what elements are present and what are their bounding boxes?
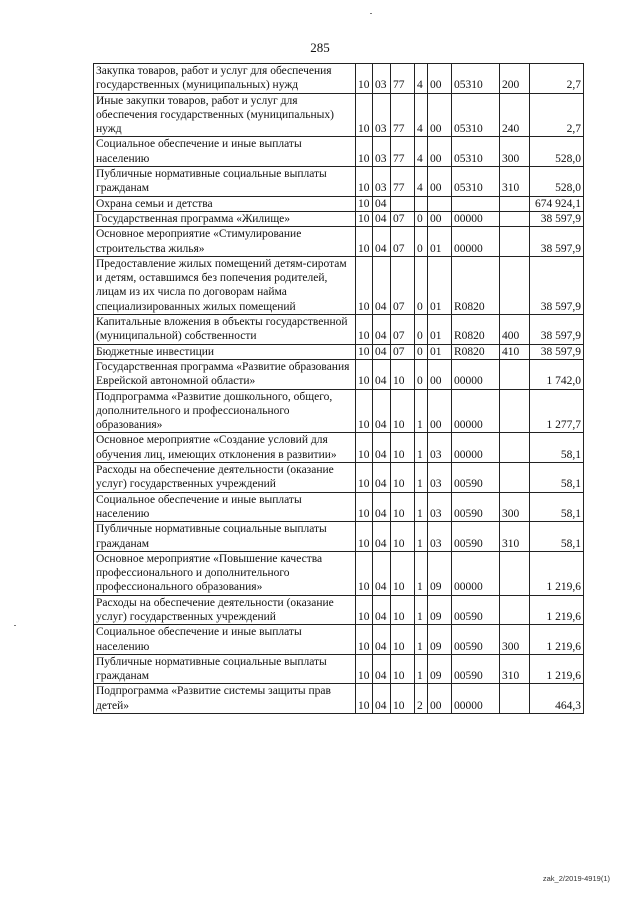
- subsection-code: 04: [373, 551, 391, 595]
- direction-code: 00590: [452, 625, 500, 655]
- subprogram-code: 0: [415, 227, 428, 257]
- amount: 58,1: [530, 463, 584, 493]
- subsection-code: 04: [373, 463, 391, 493]
- expense-type-code: [500, 463, 530, 493]
- subsection-code: 04: [373, 196, 391, 211]
- direction-code: 00590: [452, 492, 500, 522]
- expense-type-code: 240: [500, 93, 530, 137]
- amount: 528,0: [530, 167, 584, 197]
- direction-code: 00000: [452, 433, 500, 463]
- section-code: 10: [356, 93, 373, 137]
- program-code: 10: [391, 595, 415, 625]
- program-code: 10: [391, 433, 415, 463]
- document-reference: zak_2/2019-4919(1): [542, 874, 610, 883]
- subsection-code: 04: [373, 684, 391, 714]
- measure-code: 09: [428, 551, 452, 595]
- table-row: [94, 595, 584, 625]
- expense-type-code: 300: [500, 492, 530, 522]
- program-code: 10: [391, 654, 415, 684]
- expense-type-code: [500, 359, 530, 389]
- subsection-code: 04: [373, 625, 391, 655]
- expense-type-code: 300: [500, 137, 530, 167]
- program-code: [391, 196, 415, 211]
- subprogram-code: 1: [415, 522, 428, 552]
- table-row: [94, 654, 584, 684]
- budget-table-body: [94, 64, 584, 714]
- subprogram-code: 1: [415, 625, 428, 655]
- table-row: [94, 433, 584, 463]
- row-name: Капитальные вложения в объекты государственной (муниципальной) собственности: [94, 315, 356, 345]
- subprogram-code: 1: [415, 492, 428, 522]
- program-code: 07: [391, 227, 415, 257]
- subsection-code: 04: [373, 227, 391, 257]
- subsection-code: 04: [373, 359, 391, 389]
- amount: 1 219,6: [530, 551, 584, 595]
- subsection-code: 04: [373, 211, 391, 226]
- measure-code: 03: [428, 433, 452, 463]
- section-code: 10: [356, 433, 373, 463]
- row-name: Закупка товаров, работ и услуг для обеспечения государственных (муниципальных) нужд: [94, 64, 356, 94]
- subprogram-code: 0: [415, 359, 428, 389]
- measure-code: 00: [428, 167, 452, 197]
- measure-code: 03: [428, 492, 452, 522]
- subsection-code: 04: [373, 315, 391, 345]
- subprogram-code: 0: [415, 256, 428, 314]
- amount: 2,7: [530, 93, 584, 137]
- section-code: 10: [356, 359, 373, 389]
- expense-type-code: 310: [500, 654, 530, 684]
- expense-type-code: [500, 684, 530, 714]
- expense-type-code: [500, 196, 530, 211]
- amount: 38 597,9: [530, 211, 584, 226]
- measure-code: 03: [428, 463, 452, 493]
- subprogram-code: 1: [415, 551, 428, 595]
- direction-code: [452, 196, 500, 211]
- section-code: 10: [356, 625, 373, 655]
- measure-code: 00: [428, 93, 452, 137]
- direction-code: 00590: [452, 522, 500, 552]
- program-code: 10: [391, 625, 415, 655]
- row-name: Государственная программа «Развитие образования Еврейской автономной области»: [94, 359, 356, 389]
- program-code: 77: [391, 93, 415, 137]
- table-row: [94, 196, 584, 211]
- measure-code: 09: [428, 625, 452, 655]
- direction-code: 00000: [452, 684, 500, 714]
- subprogram-code: 2: [415, 684, 428, 714]
- measure-code: 03: [428, 522, 452, 552]
- table-row: [94, 227, 584, 257]
- subsection-code: 04: [373, 595, 391, 625]
- program-code: 10: [391, 359, 415, 389]
- section-code: 10: [356, 389, 373, 433]
- page-number: 285: [310, 40, 330, 55]
- direction-code: 00000: [452, 359, 500, 389]
- table-row: [94, 551, 584, 595]
- subsection-code: 03: [373, 93, 391, 137]
- section-code: 10: [356, 227, 373, 257]
- row-name: Подпрограмма «Развитие системы защиты прав детей»: [94, 684, 356, 714]
- row-name: Социальное обеспечение и иные выплаты населению: [94, 492, 356, 522]
- section-code: 10: [356, 211, 373, 226]
- measure-code: 00: [428, 211, 452, 226]
- program-code: 07: [391, 211, 415, 226]
- row-name: Социальное обеспечение и иные выплаты населению: [94, 625, 356, 655]
- subsection-code: 04: [373, 344, 391, 359]
- table-row: [94, 625, 584, 655]
- subprogram-code: 1: [415, 463, 428, 493]
- budget-table: [93, 63, 584, 714]
- direction-code: 05310: [452, 137, 500, 167]
- subprogram-code: 1: [415, 595, 428, 625]
- subsection-code: 03: [373, 137, 391, 167]
- measure-code: 01: [428, 315, 452, 345]
- subprogram-code: 1: [415, 433, 428, 463]
- section-code: 10: [356, 522, 373, 552]
- expense-type-code: 310: [500, 167, 530, 197]
- subprogram-code: 1: [415, 389, 428, 433]
- expense-type-code: 410: [500, 344, 530, 359]
- expense-type-code: [500, 551, 530, 595]
- subsection-code: 04: [373, 433, 391, 463]
- section-code: 10: [356, 463, 373, 493]
- table-row: [94, 492, 584, 522]
- amount: 38 597,9: [530, 344, 584, 359]
- amount: 38 597,9: [530, 227, 584, 257]
- measure-code: 01: [428, 344, 452, 359]
- section-code: 10: [356, 196, 373, 211]
- amount: 38 597,9: [530, 256, 584, 314]
- row-name: Предоставление жилых помещений детям-сиротам и детям, оставшимся без попечения родителей, лицам из их числа по договорам найма специализированных жилых помещений: [94, 256, 356, 314]
- direction-code: R0820: [452, 344, 500, 359]
- table-row: [94, 137, 584, 167]
- direction-code: 00590: [452, 595, 500, 625]
- subprogram-code: 1: [415, 654, 428, 684]
- measure-code: 09: [428, 654, 452, 684]
- subsection-code: 04: [373, 522, 391, 552]
- section-code: 10: [356, 64, 373, 94]
- amount: 528,0: [530, 137, 584, 167]
- budget-table-container: [93, 63, 583, 714]
- table-row: [94, 359, 584, 389]
- program-code: 07: [391, 315, 415, 345]
- subsection-code: 04: [373, 654, 391, 684]
- amount: 38 597,9: [530, 315, 584, 345]
- row-name: Публичные нормативные социальные выплаты гражданам: [94, 167, 356, 197]
- table-row: [94, 64, 584, 94]
- direction-code: 00000: [452, 551, 500, 595]
- subprogram-code: 4: [415, 93, 428, 137]
- row-name: Расходы на обеспечение деятельности (оказание услуг) государственных учреждений: [94, 595, 356, 625]
- direction-code: 00000: [452, 389, 500, 433]
- table-row: [94, 211, 584, 226]
- direction-code: 05310: [452, 93, 500, 137]
- program-code: 10: [391, 389, 415, 433]
- section-code: 10: [356, 256, 373, 314]
- subsection-code: 03: [373, 64, 391, 94]
- table-row: [94, 256, 584, 314]
- amount: 1 742,0: [530, 359, 584, 389]
- row-name: Бюджетные инвестиции: [94, 344, 356, 359]
- measure-code: 01: [428, 256, 452, 314]
- amount: 1 277,7: [530, 389, 584, 433]
- section-code: 10: [356, 654, 373, 684]
- direction-code: 00000: [452, 227, 500, 257]
- section-code: 10: [356, 137, 373, 167]
- subsection-code: 04: [373, 256, 391, 314]
- section-code: 10: [356, 167, 373, 197]
- subsection-code: 04: [373, 492, 391, 522]
- subprogram-code: 0: [415, 344, 428, 359]
- direction-code: 00590: [452, 463, 500, 493]
- direction-code: 00000: [452, 211, 500, 226]
- row-name: Государственная программа «Жилище»: [94, 211, 356, 226]
- direction-code: 05310: [452, 167, 500, 197]
- program-code: 10: [391, 492, 415, 522]
- row-name: Публичные нормативные социальные выплаты гражданам: [94, 654, 356, 684]
- program-code: 77: [391, 137, 415, 167]
- row-name: Основное мероприятие «Стимулирование строительства жилья»: [94, 227, 356, 257]
- amount: 58,1: [530, 433, 584, 463]
- program-code: 07: [391, 344, 415, 359]
- table-row: [94, 463, 584, 493]
- amount: 58,1: [530, 522, 584, 552]
- amount: 1 219,6: [530, 625, 584, 655]
- program-code: 10: [391, 522, 415, 552]
- measure-code: 00: [428, 389, 452, 433]
- measure-code: 00: [428, 137, 452, 167]
- section-code: 10: [356, 315, 373, 345]
- program-code: 77: [391, 167, 415, 197]
- measure-code: 00: [428, 359, 452, 389]
- amount: 1 219,6: [530, 654, 584, 684]
- scan-speck: [14, 625, 16, 626]
- amount: 1 219,6: [530, 595, 584, 625]
- subprogram-code: 4: [415, 64, 428, 94]
- section-code: 10: [356, 595, 373, 625]
- table-row: [94, 167, 584, 197]
- subsection-code: 03: [373, 167, 391, 197]
- direction-code: 00590: [452, 654, 500, 684]
- table-row: [94, 389, 584, 433]
- table-row: [94, 344, 584, 359]
- subprogram-code: 4: [415, 137, 428, 167]
- expense-type-code: 200: [500, 64, 530, 94]
- expense-type-code: [500, 595, 530, 625]
- table-row: [94, 315, 584, 345]
- direction-code: R0820: [452, 315, 500, 345]
- program-code: 10: [391, 463, 415, 493]
- amount: 2,7: [530, 64, 584, 94]
- measure-code: 09: [428, 595, 452, 625]
- row-name: Публичные нормативные социальные выплаты гражданам: [94, 522, 356, 552]
- program-code: 10: [391, 684, 415, 714]
- row-name: Основное мероприятие «Повышение качества профессионального и дополнительного профессионального образования»: [94, 551, 356, 595]
- subsection-code: 04: [373, 389, 391, 433]
- row-name: Охрана семьи и детства: [94, 196, 356, 211]
- program-code: 10: [391, 551, 415, 595]
- amount: 674 924,1: [530, 196, 584, 211]
- section-code: 10: [356, 492, 373, 522]
- row-name: Основное мероприятие «Создание условий для обучения лиц, имеющих отклонения в развитии»: [94, 433, 356, 463]
- direction-code: R0820: [452, 256, 500, 314]
- measure-code: [428, 196, 452, 211]
- table-row: [94, 93, 584, 137]
- section-code: 10: [356, 551, 373, 595]
- program-code: 77: [391, 64, 415, 94]
- row-name: Подпрограмма «Развитие дошкольного, общего, дополнительного и профессионального образования»: [94, 389, 356, 433]
- expense-type-code: [500, 211, 530, 226]
- subprogram-code: 0: [415, 315, 428, 345]
- section-code: 10: [356, 344, 373, 359]
- expense-type-code: 300: [500, 625, 530, 655]
- row-name: Расходы на обеспечение деятельности (оказание услуг) государственных учреждений: [94, 463, 356, 493]
- expense-type-code: 400: [500, 315, 530, 345]
- subprogram-code: [415, 196, 428, 211]
- expense-type-code: [500, 256, 530, 314]
- section-code: 10: [356, 684, 373, 714]
- scan-speck: [370, 13, 372, 14]
- row-name: Иные закупки товаров, работ и услуг для обеспечения государственных (муниципальных) нужд: [94, 93, 356, 137]
- expense-type-code: 310: [500, 522, 530, 552]
- amount: 464,3: [530, 684, 584, 714]
- expense-type-code: [500, 389, 530, 433]
- amount: 58,1: [530, 492, 584, 522]
- measure-code: 01: [428, 227, 452, 257]
- table-row: [94, 684, 584, 714]
- table-row: [94, 522, 584, 552]
- subprogram-code: 0: [415, 211, 428, 226]
- direction-code: 05310: [452, 64, 500, 94]
- measure-code: 00: [428, 684, 452, 714]
- expense-type-code: [500, 227, 530, 257]
- subprogram-code: 4: [415, 167, 428, 197]
- measure-code: 00: [428, 64, 452, 94]
- row-name: Социальное обеспечение и иные выплаты населению: [94, 137, 356, 167]
- expense-type-code: [500, 433, 530, 463]
- program-code: 07: [391, 256, 415, 314]
